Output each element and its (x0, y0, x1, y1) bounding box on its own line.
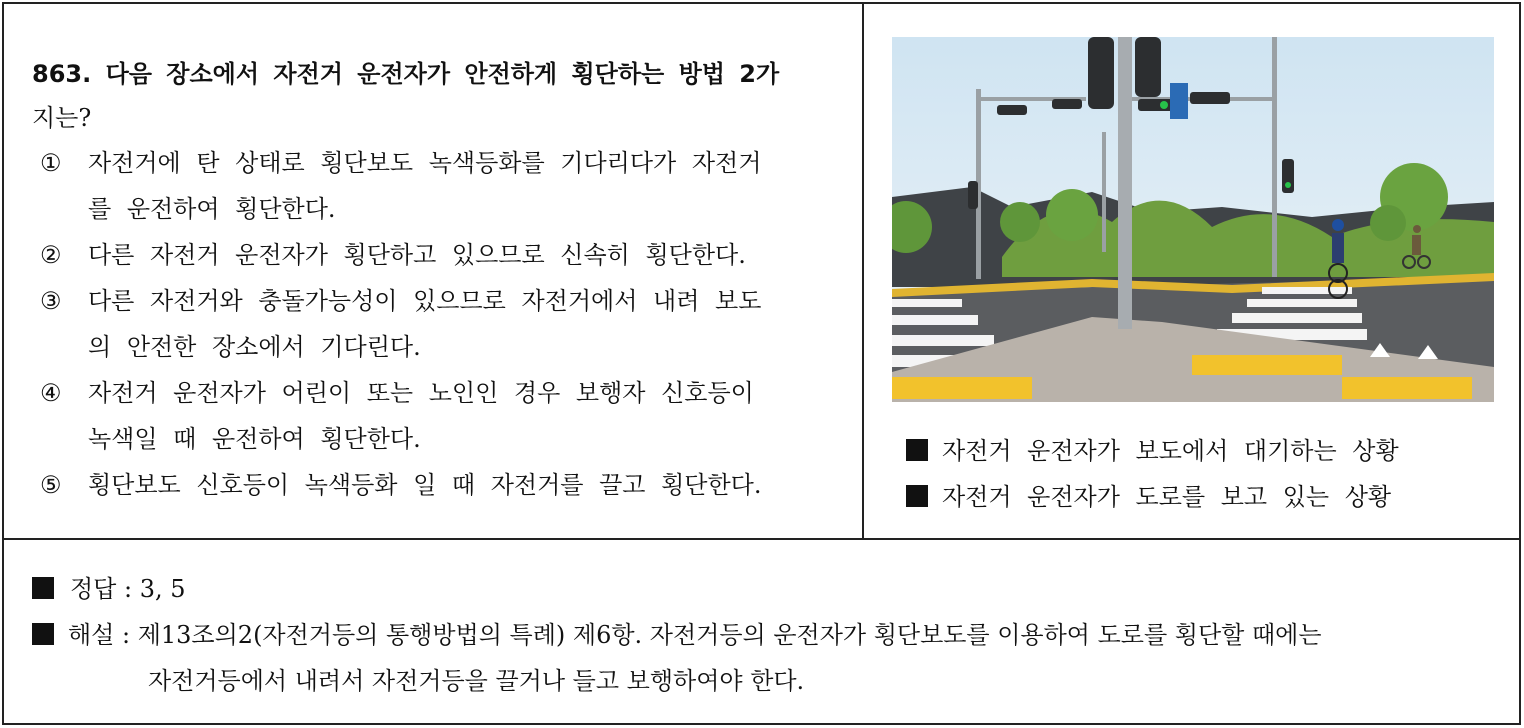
square-bullet-icon (32, 577, 54, 599)
option-1 (40, 140, 840, 232)
traffic-light-icon (1088, 37, 1114, 109)
option-number: ③ (40, 287, 62, 315)
explanation (32, 612, 1502, 704)
explanation-line2: 자전거등에서 내려서 자전거등을 끌거나 들고 보행하여야 한다. (148, 667, 805, 695)
question-title-line2: 지는? (32, 104, 92, 132)
section-divider (2, 538, 1521, 540)
legend-item (906, 474, 1399, 520)
signal-green-lamp (1160, 101, 1168, 109)
option-text-cont: 녹색일 때 운전하여 횡단한다. (88, 425, 421, 453)
option-text: 자전거에 탄 상태로 횡단보도 녹색등화를 기다리다가 자전거 (88, 149, 762, 177)
legend-item (906, 428, 1399, 474)
tree-icon (1370, 205, 1406, 241)
traffic-light-icon (997, 105, 1027, 115)
option-text-cont: 의 안전한 장소에서 기다린다. (88, 333, 421, 361)
intersection-illustration (892, 37, 1494, 402)
signal-pole (1118, 37, 1132, 329)
square-bullet-icon (32, 623, 54, 645)
legend-text: 자전거 운전자가 보도에서 대기하는 상황 (942, 437, 1399, 465)
legend-text: 자전거 운전자가 도로를 보고 있는 상황 (942, 483, 1392, 511)
option-list (40, 140, 840, 508)
tree-icon (1000, 202, 1040, 242)
illustration-legend (906, 428, 1399, 520)
pedestrian-signal-icon (968, 181, 978, 209)
option-text-cont: 를 운전하여 횡단한다. (88, 195, 336, 223)
option-3 (40, 278, 840, 370)
option-4 (40, 370, 840, 462)
signal-pole (1272, 37, 1277, 277)
option-number: ① (40, 149, 62, 177)
square-bullet-icon (906, 439, 928, 461)
answer-text: 정답 : 3, 5 (70, 575, 186, 603)
answer-line (32, 566, 186, 612)
tree-icon (1046, 189, 1098, 241)
option-text: 다른 자전거와 충돌가능성이 있으므로 자전거에서 내려 보도 (88, 287, 762, 315)
option-text: 횡단보도 신호등이 녹색등화 일 때 자전거를 끌고 횡단한다. (88, 471, 762, 499)
explanation-line1 (32, 612, 1502, 658)
option-text: 자전거 운전자가 어린이 또는 노인인 경우 보행자 신호등이 (88, 379, 754, 407)
traffic-light-icon (1190, 92, 1230, 104)
option-number: ⑤ (40, 471, 62, 499)
traffic-light-icon (1052, 99, 1082, 109)
signal-green-lamp (1285, 182, 1291, 188)
question-title (32, 52, 842, 140)
direction-sign-icon (1170, 83, 1188, 119)
option-2 (40, 232, 840, 278)
signal-pole (1102, 132, 1106, 252)
column-divider (862, 2, 864, 540)
square-bullet-icon (906, 485, 928, 507)
option-number: ② (40, 241, 62, 269)
option-text: 다른 자전거 운전자가 횡단하고 있으므로 신속히 횡단한다. (88, 241, 746, 269)
traffic-light-icon (1135, 37, 1161, 97)
question-title-line1: 863. 다음 장소에서 자전거 운전자가 안전하게 횡단하는 방법 2가 (32, 60, 780, 88)
explanation-text: 해설 : 제13조의2(자전거등의 통행방법의 특례) 제6항. 자전거등의 운전자가 횡단보도를 이용하여 도로를 횡단할 때에는 (68, 621, 1322, 649)
option-5 (40, 462, 840, 508)
option-number: ④ (40, 379, 62, 407)
